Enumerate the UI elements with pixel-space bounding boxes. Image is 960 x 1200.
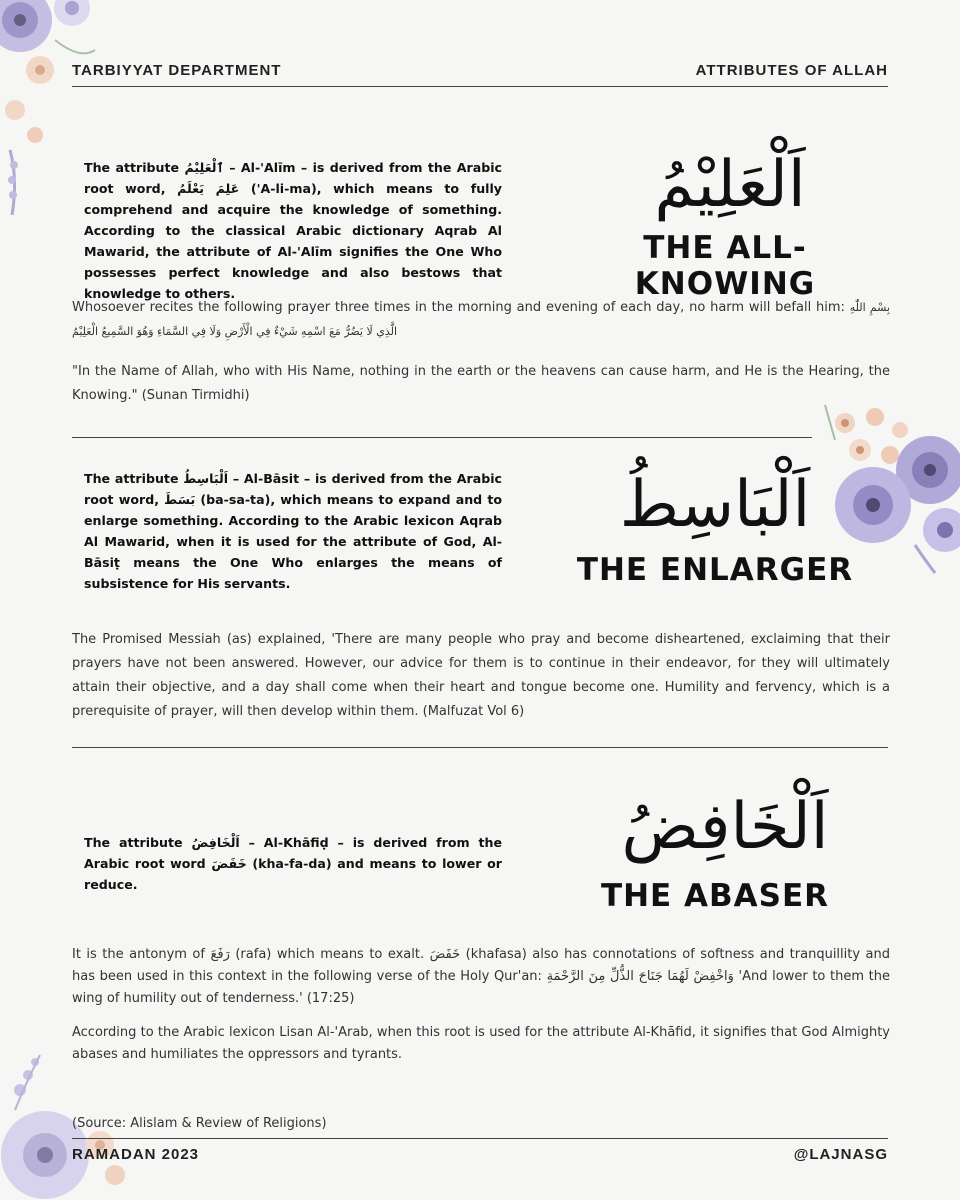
header-right-title: ATTRIBUTES OF ALLAH bbox=[695, 62, 888, 79]
section-2-arabic-name: اَلْبَاسِطُ bbox=[619, 468, 811, 542]
section-3-lexicon-paragraph: According to the Arabic lexicon Lisan Al-'Arab, when this root is used for the attribute Al-Khāfid, it signifies that God Almighty abases and humiliates the oppressors and tyrants. bbox=[72, 1025, 890, 1062]
header-left-department: TARBIYYAT DEPARTMENT bbox=[72, 62, 282, 79]
section-3-english-title: THE ABASER bbox=[600, 878, 830, 914]
section-1-prayer-paragraph bbox=[72, 296, 890, 344]
section-2-quote-paragraph: The Promised Messiah (as) explained, 'There are many people who pray and become disheartened, exclaiming that their prayers have not been answered. However, our advice for them is to continue in their endeavor, for they will ultimately attain their objective, and a day shall come when their heart and tongue become one. Humility and fervency, which is a prerequisite of prayer, will then develop within them. (Malfuzat Vol 6) bbox=[72, 632, 890, 719]
footer-divider bbox=[72, 1138, 888, 1139]
source-citation: (Source: Alislam & Review of Religions) bbox=[72, 1116, 327, 1131]
header-divider bbox=[72, 86, 888, 87]
footer-right-handle: @LAJNASG bbox=[793, 1146, 888, 1163]
section-1-divider bbox=[72, 437, 812, 438]
section-2-english-title: THE ENLARGER bbox=[576, 552, 854, 588]
section-2-divider bbox=[72, 747, 888, 748]
section-3-arabic-name: اَلْخَافِضُ bbox=[621, 790, 829, 864]
section-1-prayer-arabic: بِسْمِ اللّٰهِ الَّذِي لَا يَضُرُّ مَعَ اسْمِهِ شَيْءٌ فِي الْأَرْضِ وَلَا فِي السَّمَاءِ وَهُوَ السَّمِيعُ الْعَلِيْمُ bbox=[72, 301, 890, 338]
section-1-intro: The attribute ٱلْعَلِيْمُ – Al-'Alīm – is derived from the Arabic root word, عَلِمَ يَعْلَمُ ('A-li-ma), which means to fully comprehend and acquire the knowledge of something. According to the classical Arabic dictionary Aqrab Al Mawarid, the attribute of Al-'Alīm signifies the One Who possesses perfect knowledge and also bestows that knowledge to others. bbox=[84, 160, 502, 301]
section-1-arabic-name: اَلْعَلِيْمُ bbox=[654, 148, 806, 222]
section-3-intro: The attribute اَلْخَافِضُ – Al-Khāfiḍ – is derived from the Arabic root word خَفَضَ (kha-fa-da) and means to lower or reduce. bbox=[84, 835, 502, 892]
section-2-intro: The attribute اَلْبَاسِطُ – Al-Bāsit – is derived from the Arabic root word, بَسَطَ (ba-sa-ta), which means to expand and to enlarge something. According to the Arabic lexicon Aqrab Al Mawarid, when it is used for the attribute of God, Al-Bāsiṭ means the One Who enlarges the means of subsistence for His servants. bbox=[84, 471, 503, 591]
section-1-english-title: THE ALL-KNOWING bbox=[634, 230, 816, 302]
section-3-antonym-paragraph: It is the antonym of رَفَعَ (rafa) which means to exalt. خَفَضَ (khafasa) also has connotations of softness and tranquillity and has been used in this context in the following verse of the Holy Qur'an: وَاخْفِضْ لَهُمَا جَنَاحَ الذُّلِّ مِنَ الرَّحْمَةِ 'And lower to them the wing of humility out of tenderness.' (17:25) bbox=[72, 947, 890, 1006]
footer-left-event: RAMADAN 2023 bbox=[72, 1146, 200, 1163]
section-1-prayer-lead: Whosoever recites the following prayer three times in the morning and evening of each day, no harm will befall him: bbox=[72, 300, 845, 315]
section-1-prayer-translation: "In the Name of Allah, who with His Name, nothing in the earth or the heavens can cause harm, and He is the Hearing, the Knowing." (Sunan Tirmidhi) bbox=[72, 364, 890, 403]
